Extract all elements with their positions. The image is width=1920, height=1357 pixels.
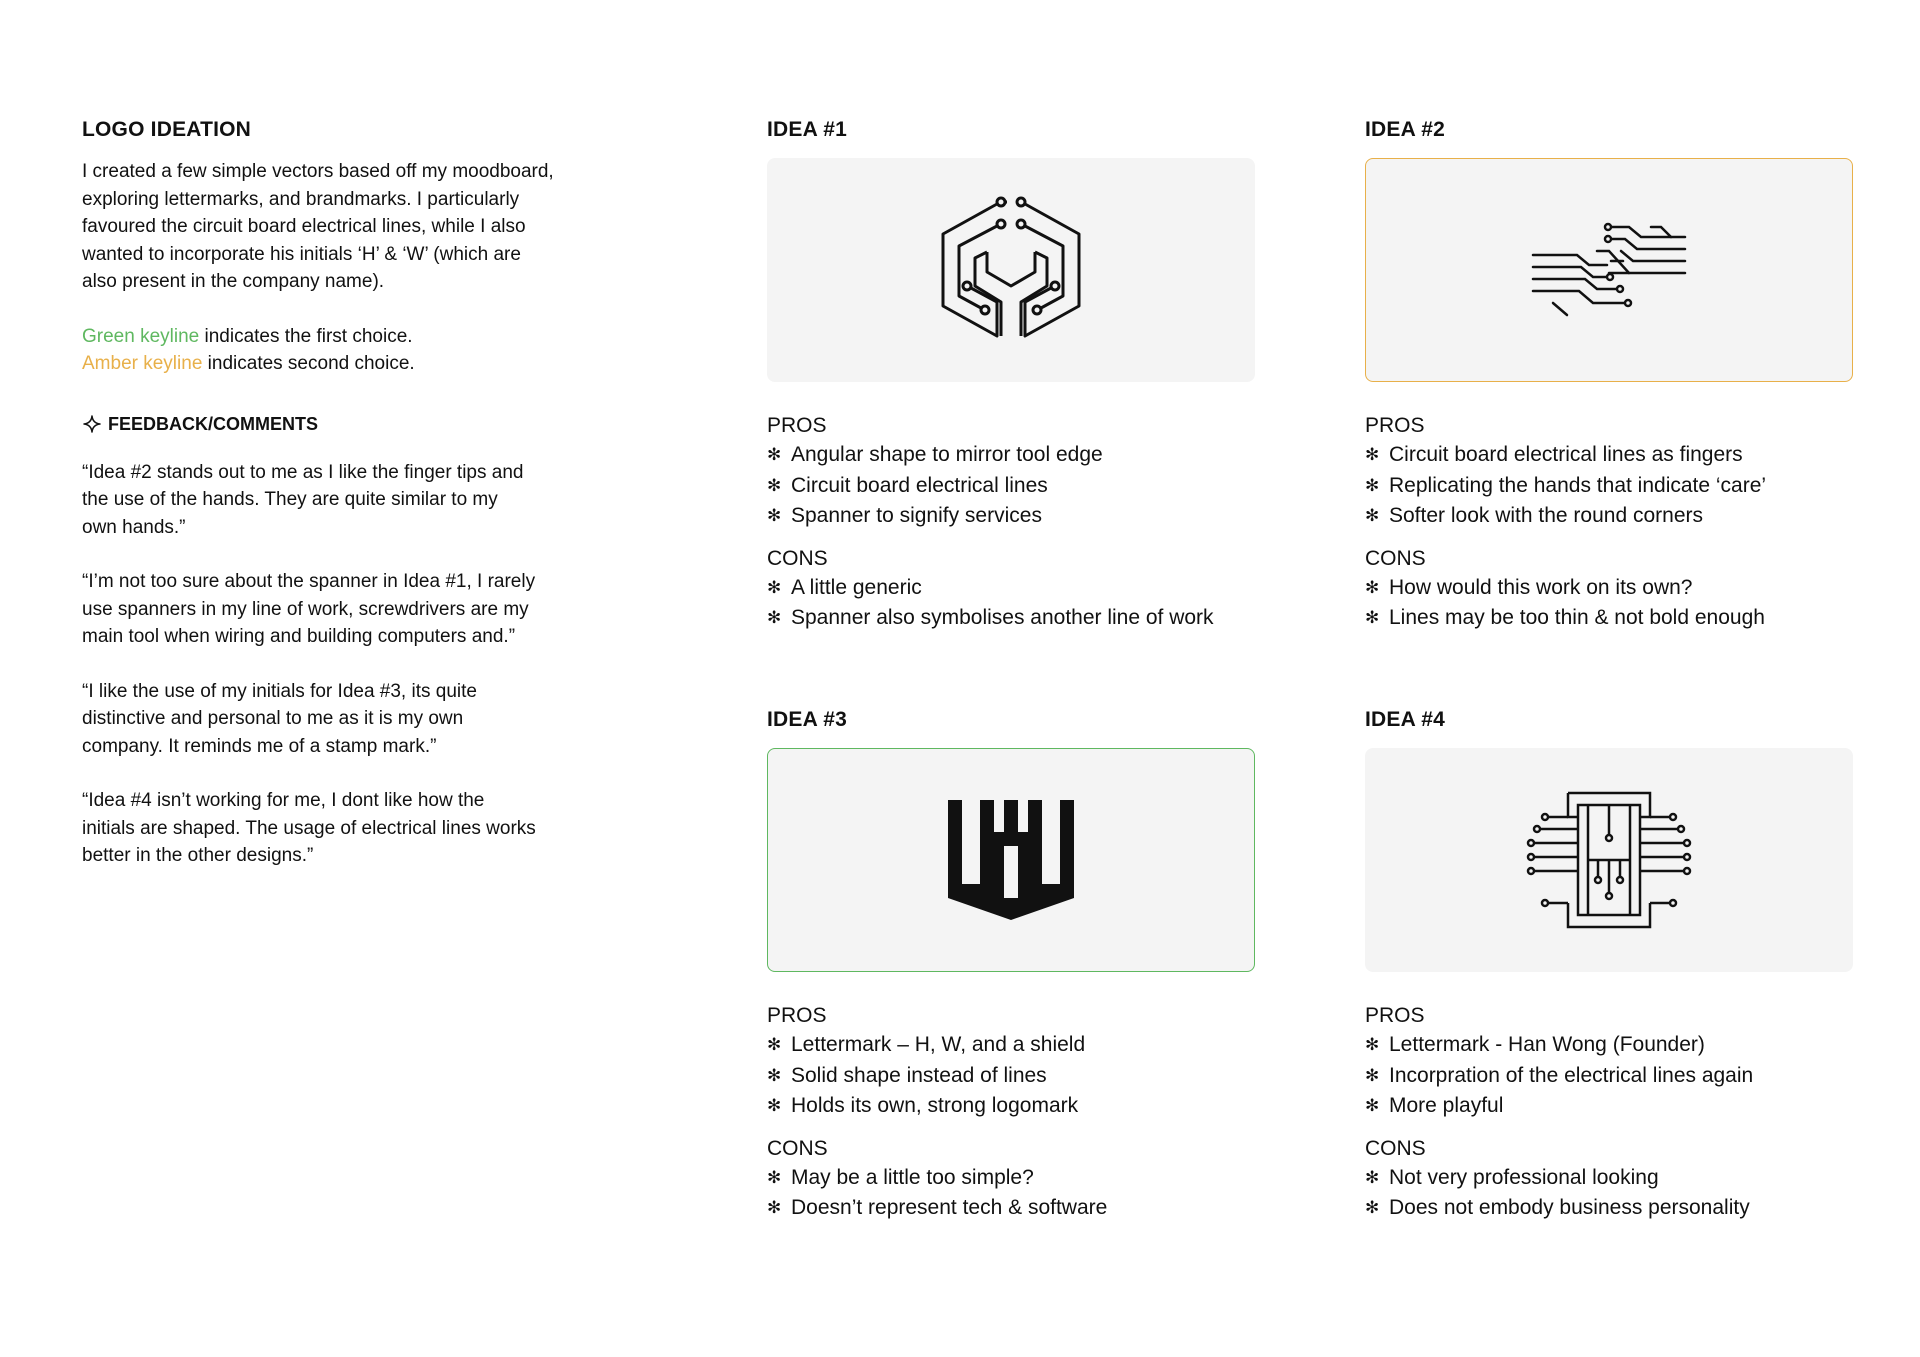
asterisk-icon: ✻ [767,1065,782,1085]
list-item: ✻ Does not embody business personality [1365,1193,1855,1224]
list-item: ✻ More playful [1365,1091,1855,1122]
cons-list [767,573,1257,634]
idea-card [1365,748,1853,972]
idea-title: IDEA #1 [767,118,847,141]
keyline-legend [82,323,602,378]
asterisk-icon: ✻ [1365,608,1380,627]
list-item: ✻ Lettermark - Han Wong (Founder) [1365,1030,1855,1061]
asterisk-icon: ✻ [1365,577,1380,597]
pros-list [767,1030,1257,1122]
idea-title: IDEA #4 [1365,708,1445,731]
quote-item: “Idea #2 stands out to me as I like the finger tips and the use of the hands. They are quite similar to my own hands.” [82,461,524,538]
asterisk-icon: ✻ [1365,1065,1380,1085]
list-item: ✻ A little generic [767,573,1257,604]
asterisk-icon: ✻ [1365,1198,1380,1217]
circuit-hands-icon [1529,215,1689,325]
list-item: ✻ Solid shape instead of lines [767,1061,1257,1092]
sparkle-icon [82,414,102,434]
pros-label: PROS [767,414,827,437]
cons-list [1365,573,1855,634]
hw-circuit-chip-icon [1524,785,1694,935]
list-item: ✻ Not very professional looking [1365,1163,1855,1194]
pros-list [767,440,1257,532]
quote-item: “Idea #4 isn’t working for me, I dont like how the initials are shaped. The usage of electrical lines works better in the other designs.” [82,790,536,866]
green-keyline-note: Green keyline indicates the first choice. [82,325,413,347]
asterisk-icon: ✻ [767,445,782,464]
list-item: ✻ How would this work on its own? [1365,573,1855,604]
asterisk-icon: ✻ [767,1167,782,1187]
pros-label: PROS [1365,1004,1425,1027]
pros-list [1365,1030,1855,1122]
asterisk-icon: ✻ [767,1096,782,1115]
asterisk-icon: ✻ [767,475,782,495]
list-item: ✻ Circuit board electrical lines as fingers [1365,440,1855,471]
list-item: ✻ Spanner to signify services [767,501,1257,532]
idea-2 [1365,118,1855,634]
cons-list [767,1163,1257,1224]
hw-shield-icon [946,798,1076,922]
idea-1 [767,118,1257,634]
amber-keyline-note: Amber keyline indicates second choice. [82,353,415,374]
list-item: ✻ May be a little too simple? [767,1163,1257,1194]
feedback-quotes [82,459,602,870]
quote-item: “I like the use of my initials for Idea #3, its quite distinctive and personal to me as it is my own company. It reminds me of a stamp mark.” [82,680,477,757]
quote-item: “I’m not too sure about the spanner in Idea #1, I rarely use spanners in my line of work, screwdrivers are my main tool when wiring and building computers and.” [82,571,536,647]
cons-label: CONS [1365,546,1426,570]
idea-card [767,158,1255,382]
asterisk-icon: ✻ [1365,506,1380,525]
list-item: ✻ Doesn’t represent tech & software [767,1193,1257,1224]
idea-title: IDEA #2 [1365,118,1445,141]
list-item: ✻ Lines may be too thin & not bold enough [1365,603,1855,634]
asterisk-icon: ✻ [1365,1167,1380,1187]
feedback-heading: FEEDBACK/COMMENTS [82,414,602,435]
idea-4 [1365,708,1855,1224]
asterisk-icon: ✻ [1365,1096,1380,1115]
intro-text: I created a few simple vectors based off my moodboard, exploring lettermarks, and brandmarks. I particularly favoured the circuit board electrical lines, while I also wanted to incorporate his initials ‘H’ & ‘W’ (which are also present in the company name). [82,161,554,292]
pros-label: PROS [767,1004,827,1027]
list-item: ✻ Incorpration of the electrical lines again [1365,1061,1855,1092]
asterisk-icon: ✻ [767,1198,782,1217]
idea-card-green-keyline [767,748,1255,972]
cons-label: CONS [1365,1136,1426,1160]
asterisk-icon: ✻ [767,577,782,597]
cons-label: CONS [767,1136,828,1160]
list-item: ✻ Holds its own, strong logomark [767,1091,1257,1122]
list-item: ✻ Softer look with the round corners [1365,501,1855,532]
list-item: ✻ Lettermark – H, W, and a shield [767,1030,1257,1061]
list-item: ✻ Angular shape to mirror tool edge [767,440,1257,471]
spanner-circuit-icon [931,190,1091,350]
asterisk-icon: ✻ [767,1035,782,1054]
asterisk-icon: ✻ [1365,1035,1380,1054]
pros-label: PROS [1365,414,1425,437]
asterisk-icon: ✻ [1365,445,1380,464]
pros-list [1365,440,1855,532]
cons-label: CONS [767,546,828,570]
page-title: LOGO IDEATION [82,118,252,141]
idea-card-amber-keyline [1365,158,1853,382]
list-item: ✻ Replicating the hands that indicate ‘care’ [1365,471,1855,502]
list-item: ✻ Circuit board electrical lines [767,471,1257,502]
asterisk-icon: ✻ [767,506,782,525]
cons-list [1365,1163,1855,1224]
list-item: ✻ Spanner also symbolises another line of work [767,603,1257,634]
left-column [82,118,602,870]
asterisk-icon: ✻ [1365,475,1380,495]
idea-title: IDEA #3 [767,708,847,731]
asterisk-icon: ✻ [767,608,782,627]
idea-3 [767,708,1257,1224]
